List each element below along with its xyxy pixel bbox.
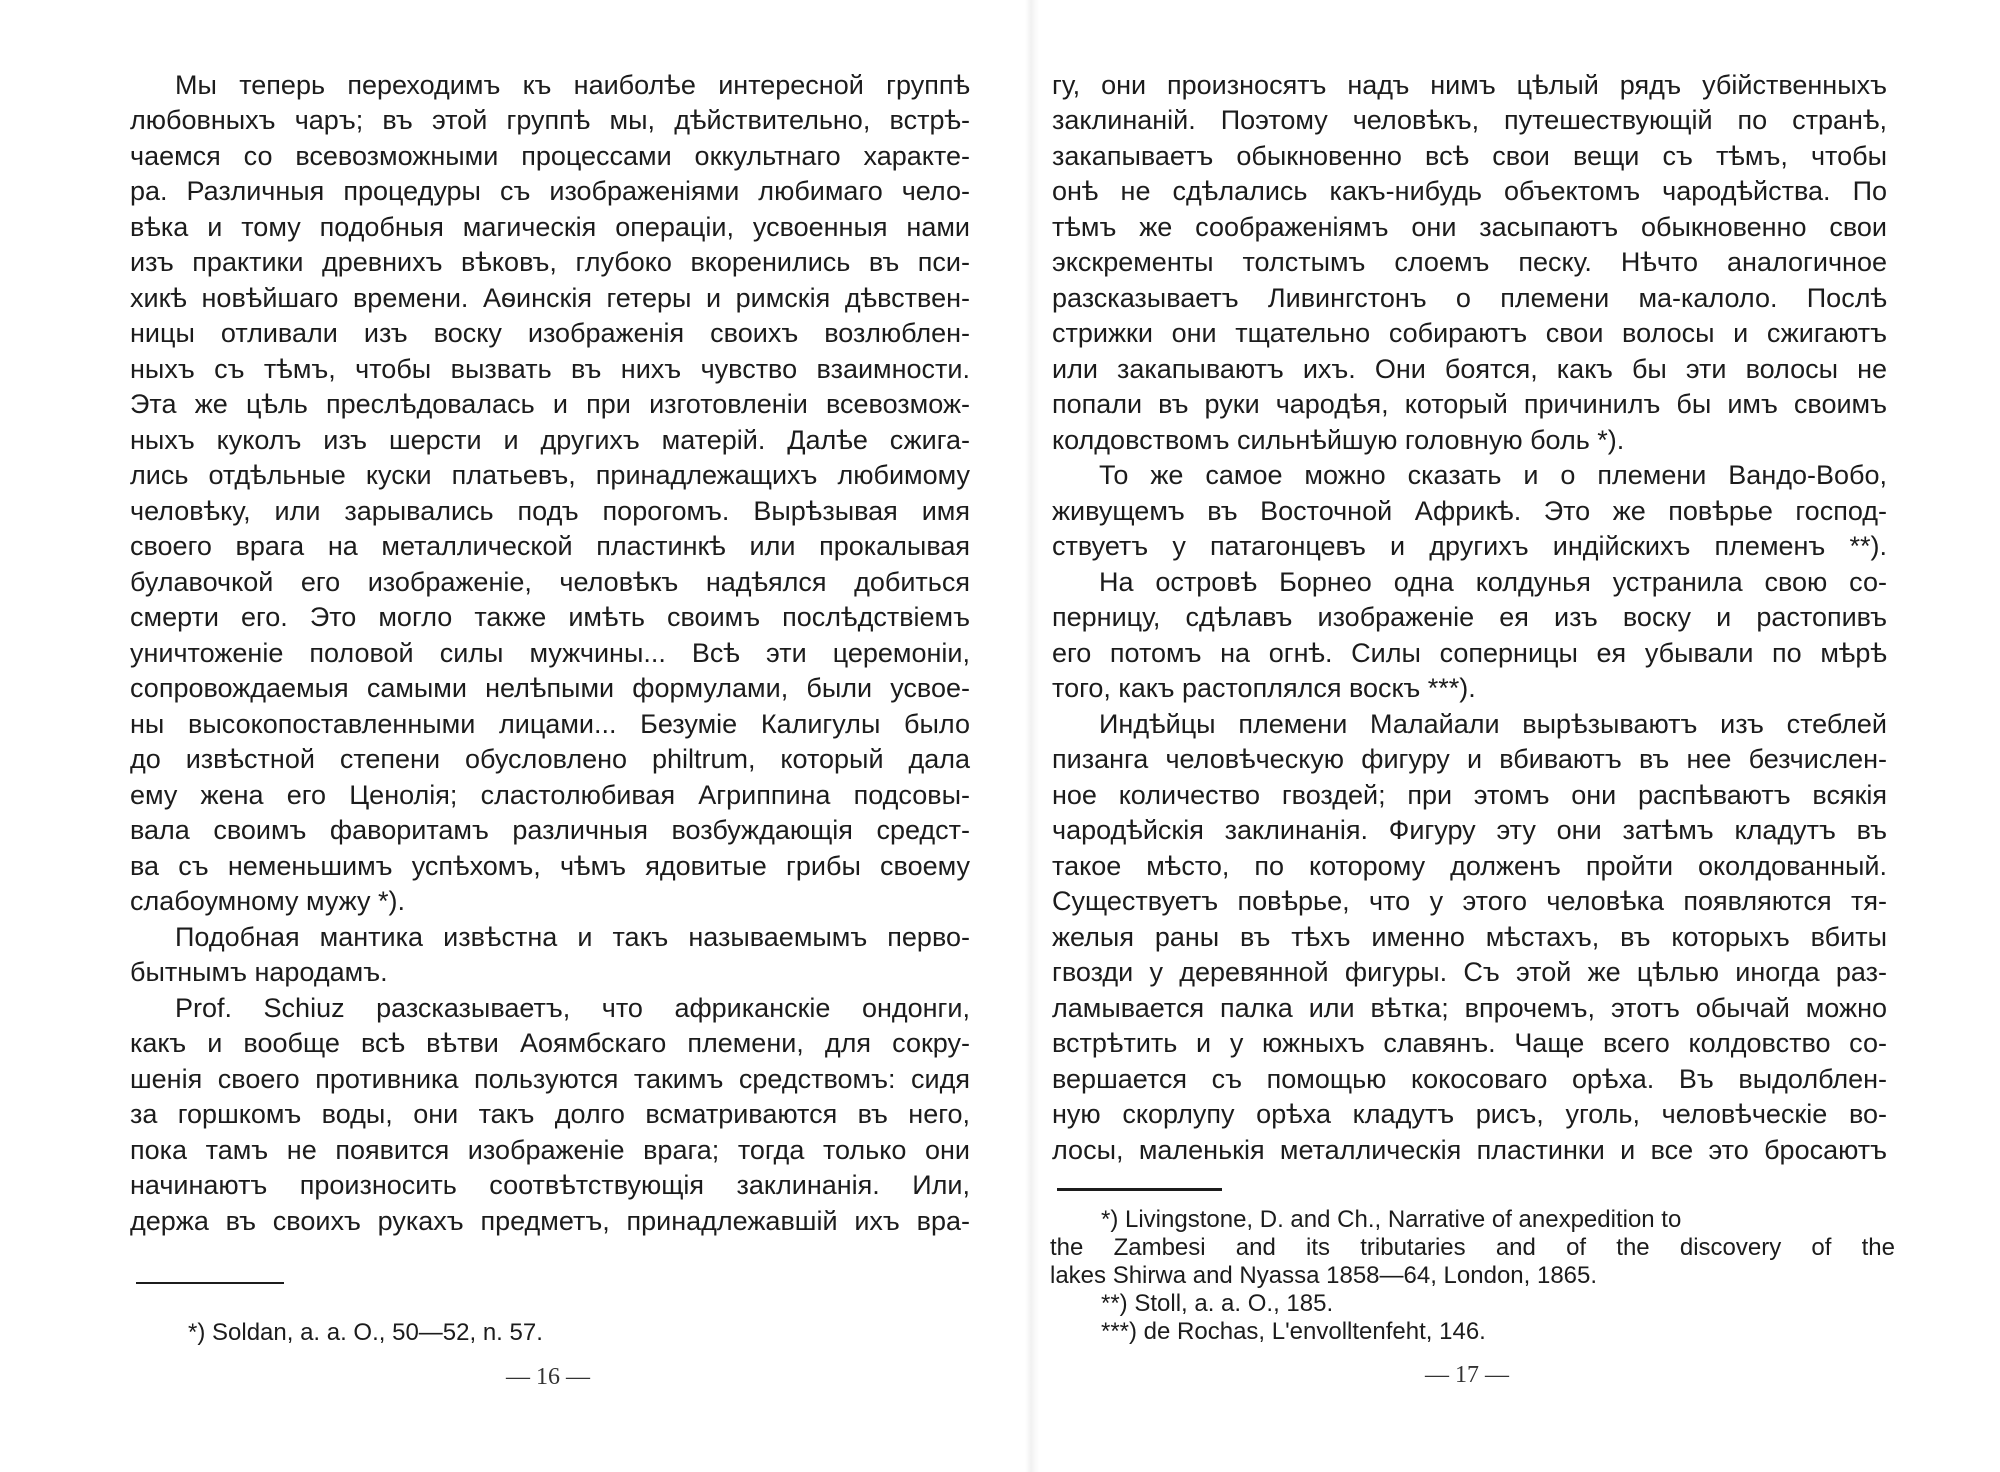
body-line: пока тамъ не появится изображеніе врага; тогда только они <box>130 1135 970 1165</box>
body-line: ныхъ съ тѣмъ, чтобы вызвать въ нихъ чувство взаимности. <box>130 354 970 384</box>
body-line: до извѣстной степени обусловлено philtrum, который дала <box>130 744 970 774</box>
body-line: такое мѣсто, по которому долженъ пройти околдованный. <box>1052 851 1887 881</box>
body-line: ламывается палка или вѣтка; впрочемъ, этотъ обычай можно <box>1052 993 1887 1023</box>
page-number: — 16 — <box>506 1364 590 1390</box>
body-line: Индѣйцы племени Малайали вырѣзываютъ изъ стеблей <box>1099 709 1887 739</box>
body-line: онѣ не сдѣлались какъ-нибудь объектомъ чародѣйства. По <box>1052 176 1887 206</box>
body-line: уничтоженіе половой силы мужчины... Всѣ эти церемоніи, <box>130 638 970 668</box>
body-line: слабоумному мужу *). <box>130 886 406 916</box>
body-line: ную скорлупу орѣха кладутъ рисъ, уголь, человѣческіе во- <box>1052 1099 1887 1129</box>
footnote-line: **) Stoll, a. a. O., 185. <box>1101 1290 1334 1317</box>
body-line: тѣмъ же соображеніямъ они засыпаютъ обыкновенно свои <box>1052 212 1887 242</box>
right-page <box>1039 0 2000 1472</box>
body-line: чаемся со всевозможными процессами оккультнаго характе- <box>130 141 970 171</box>
body-line: чародѣйскія заклинанія. Фигуру эту они затѣмъ кладутъ въ <box>1052 815 1887 845</box>
body-line: ра. Различныя процедуры съ изображеніями любимаго чело- <box>130 176 970 206</box>
body-line: своего врага на металлической пластинкѣ или прокалывая <box>130 531 970 561</box>
body-line: изъ практики древнихъ вѣковъ, глубоко вкоренились въ пси- <box>130 247 970 277</box>
body-line: за горшкомъ воды, они такъ долго всматриваются въ него, <box>130 1099 970 1129</box>
body-line: Существуетъ повѣрье, что у этого человѣка появляются тя- <box>1052 886 1887 916</box>
footnote-line: the Zambesi and its tributaries and of the discovery of the <box>1050 1234 1895 1261</box>
body-line: вѣка и тому подобныя магическія операціи, усвоенныя нами <box>130 212 970 242</box>
body-line: какъ и вообще всѣ вѣтви Аоямбскаго племени, для сокру- <box>130 1028 970 1058</box>
body-line: ныхъ куколъ изъ шерсти и другихъ матерій. Далѣе сжига- <box>130 425 970 455</box>
body-line: попали въ руки чародѣя, который причинилъ бы имъ своимъ <box>1052 389 1887 419</box>
body-line: На островѣ Борнео одна колдунья устранила свою со- <box>1099 567 1887 597</box>
body-line: лись отдѣльные куски платьевъ, принадлежащихъ любимому <box>130 460 970 490</box>
body-line: То же самое можно сказать и о племени Вандо-Вобо, <box>1099 460 1887 490</box>
body-line: Эта же цѣль преслѣдовалась и при изготовленіи всевозмож- <box>130 389 970 419</box>
body-line: человѣку, или зарывались подъ порогомъ. Вырѣзывая имя <box>130 496 970 526</box>
body-line: ва съ неменьшимъ успѣхомъ, чѣмъ ядовитые грибы своему <box>130 851 970 881</box>
body-line: любовныхъ чаръ; въ этой группѣ мы, дѣйствительно, встрѣ- <box>130 105 970 135</box>
body-line: желыя раны въ тѣхъ именно мѣстахъ, въ которыхъ вбиты <box>1052 922 1887 952</box>
body-line: или закапываютъ ихъ. Они боятся, какъ бы эти волосы не <box>1052 354 1887 384</box>
body-line: шенія своего противника пользуются такимъ средствомъ: сидя <box>130 1064 970 1094</box>
body-line: сопровождаемыя самыми нелѣпыми формулами, были усвое- <box>130 673 970 703</box>
body-line: ницы отливали изъ воску изображенія своихъ возлюблен- <box>130 318 970 348</box>
footnote-line: ***) de Rochas, L'envolltenfeht, 146. <box>1101 1318 1486 1345</box>
body-line: разсказываетъ Ливингстонъ о племени ма-калоло. Послѣ <box>1052 283 1887 313</box>
body-line: держа въ своихъ рукахъ предметъ, принадлежавшій ихъ вра- <box>130 1206 970 1236</box>
book-gutter <box>1025 0 1039 1472</box>
body-line: перницу, сдѣлавъ изображеніе ея изъ воску и растопивъ <box>1052 602 1887 632</box>
body-line: стрижки они тщательно собираютъ свои волосы и сжигаютъ <box>1052 318 1887 348</box>
body-line: вала своимъ фаворитамъ различныя возбуждающія средст- <box>130 815 970 845</box>
body-line: Подобная мантика извѣстна и такъ называемымъ перво- <box>175 922 970 952</box>
footnote-rule <box>136 1282 284 1284</box>
body-line: булавочкой его изображеніе, человѣкъ надѣялся добиться <box>130 567 970 597</box>
body-line: заклинаній. Поэтому человѣкъ, путешествующій по странѣ, <box>1052 105 1887 135</box>
body-line: хикѣ новѣйшаго времени. Аѳинскія гетеры и римскія дѣвствен- <box>130 283 970 313</box>
body-line: начинаютъ произносить соотвѣтствующія заклинанія. Или, <box>130 1170 970 1200</box>
body-line: гу, они произносятъ надъ нимъ цѣлый рядъ убійственныхъ <box>1052 70 1887 100</box>
body-line: ны высокопоставленными лицами... Безуміе Калигулы было <box>130 709 970 739</box>
footnote: *) Soldan, a. a. O., 50—52, n. 57. <box>188 1319 543 1346</box>
footnote-rule <box>1057 1188 1222 1191</box>
body-line: Prof. Schiuz разсказываетъ, что африканскіе ондонги, <box>175 993 970 1023</box>
footnote-line: lakes Shirwa and Nyassa 1858—64, London, 1865. <box>1050 1262 1598 1289</box>
body-line: экскременты толстымъ слоемъ песку. Нѣчто аналогичное <box>1052 247 1887 277</box>
body-line: Мы теперь переходимъ къ наиболѣе интересной группѣ <box>175 70 970 100</box>
body-line: ствуетъ у патагонцевъ и другихъ индійскихъ племенъ **). <box>1052 531 1887 561</box>
body-line: ему жена его Ценолія; сластолюбивая Агриппина подсовы- <box>130 780 970 810</box>
body-line: живущемъ въ Восточной Африкѣ. Это же повѣрье господ- <box>1052 496 1887 526</box>
body-line: смерти его. Это могло также имѣть своимъ послѣдствіемъ <box>130 602 970 632</box>
body-line: закапываетъ обыкновенно всѣ свои вещи съ тѣмъ, чтобы <box>1052 141 1887 171</box>
page-number: — 17 — <box>1425 1362 1509 1388</box>
body-line: встрѣтить и у южныхъ славянъ. Чаще всего колдовство со- <box>1052 1028 1887 1058</box>
body-line: ное количество гвоздей; при этомъ они распѣваютъ всякія <box>1052 780 1887 810</box>
body-line: пизанга человѣческую фигуру и вбиваютъ въ нее безчислен- <box>1052 744 1887 774</box>
body-line: гвозди у деревянной фигуры. Съ этой же цѣлью иногда раз- <box>1052 957 1887 987</box>
footnote-line: *) Livingstone, D. and Ch., Narrative of anexpedition to <box>1101 1206 1682 1233</box>
body-line: его потомъ на огнѣ. Силы соперницы ея убывали по мѣрѣ <box>1052 638 1887 668</box>
body-line: вершается съ помощью кокосоваго орѣха. Въ выдолблен- <box>1052 1064 1887 1094</box>
body-line: колдовствомъ сильнѣйшую головную боль *). <box>1052 425 1625 455</box>
body-line: бытнымъ народамъ. <box>130 957 388 987</box>
body-line: того, какъ растоплялся воскъ ***). <box>1052 673 1476 703</box>
body-line: лосы, маленькія металлическія пластинки и все это бросаютъ <box>1052 1135 1887 1165</box>
